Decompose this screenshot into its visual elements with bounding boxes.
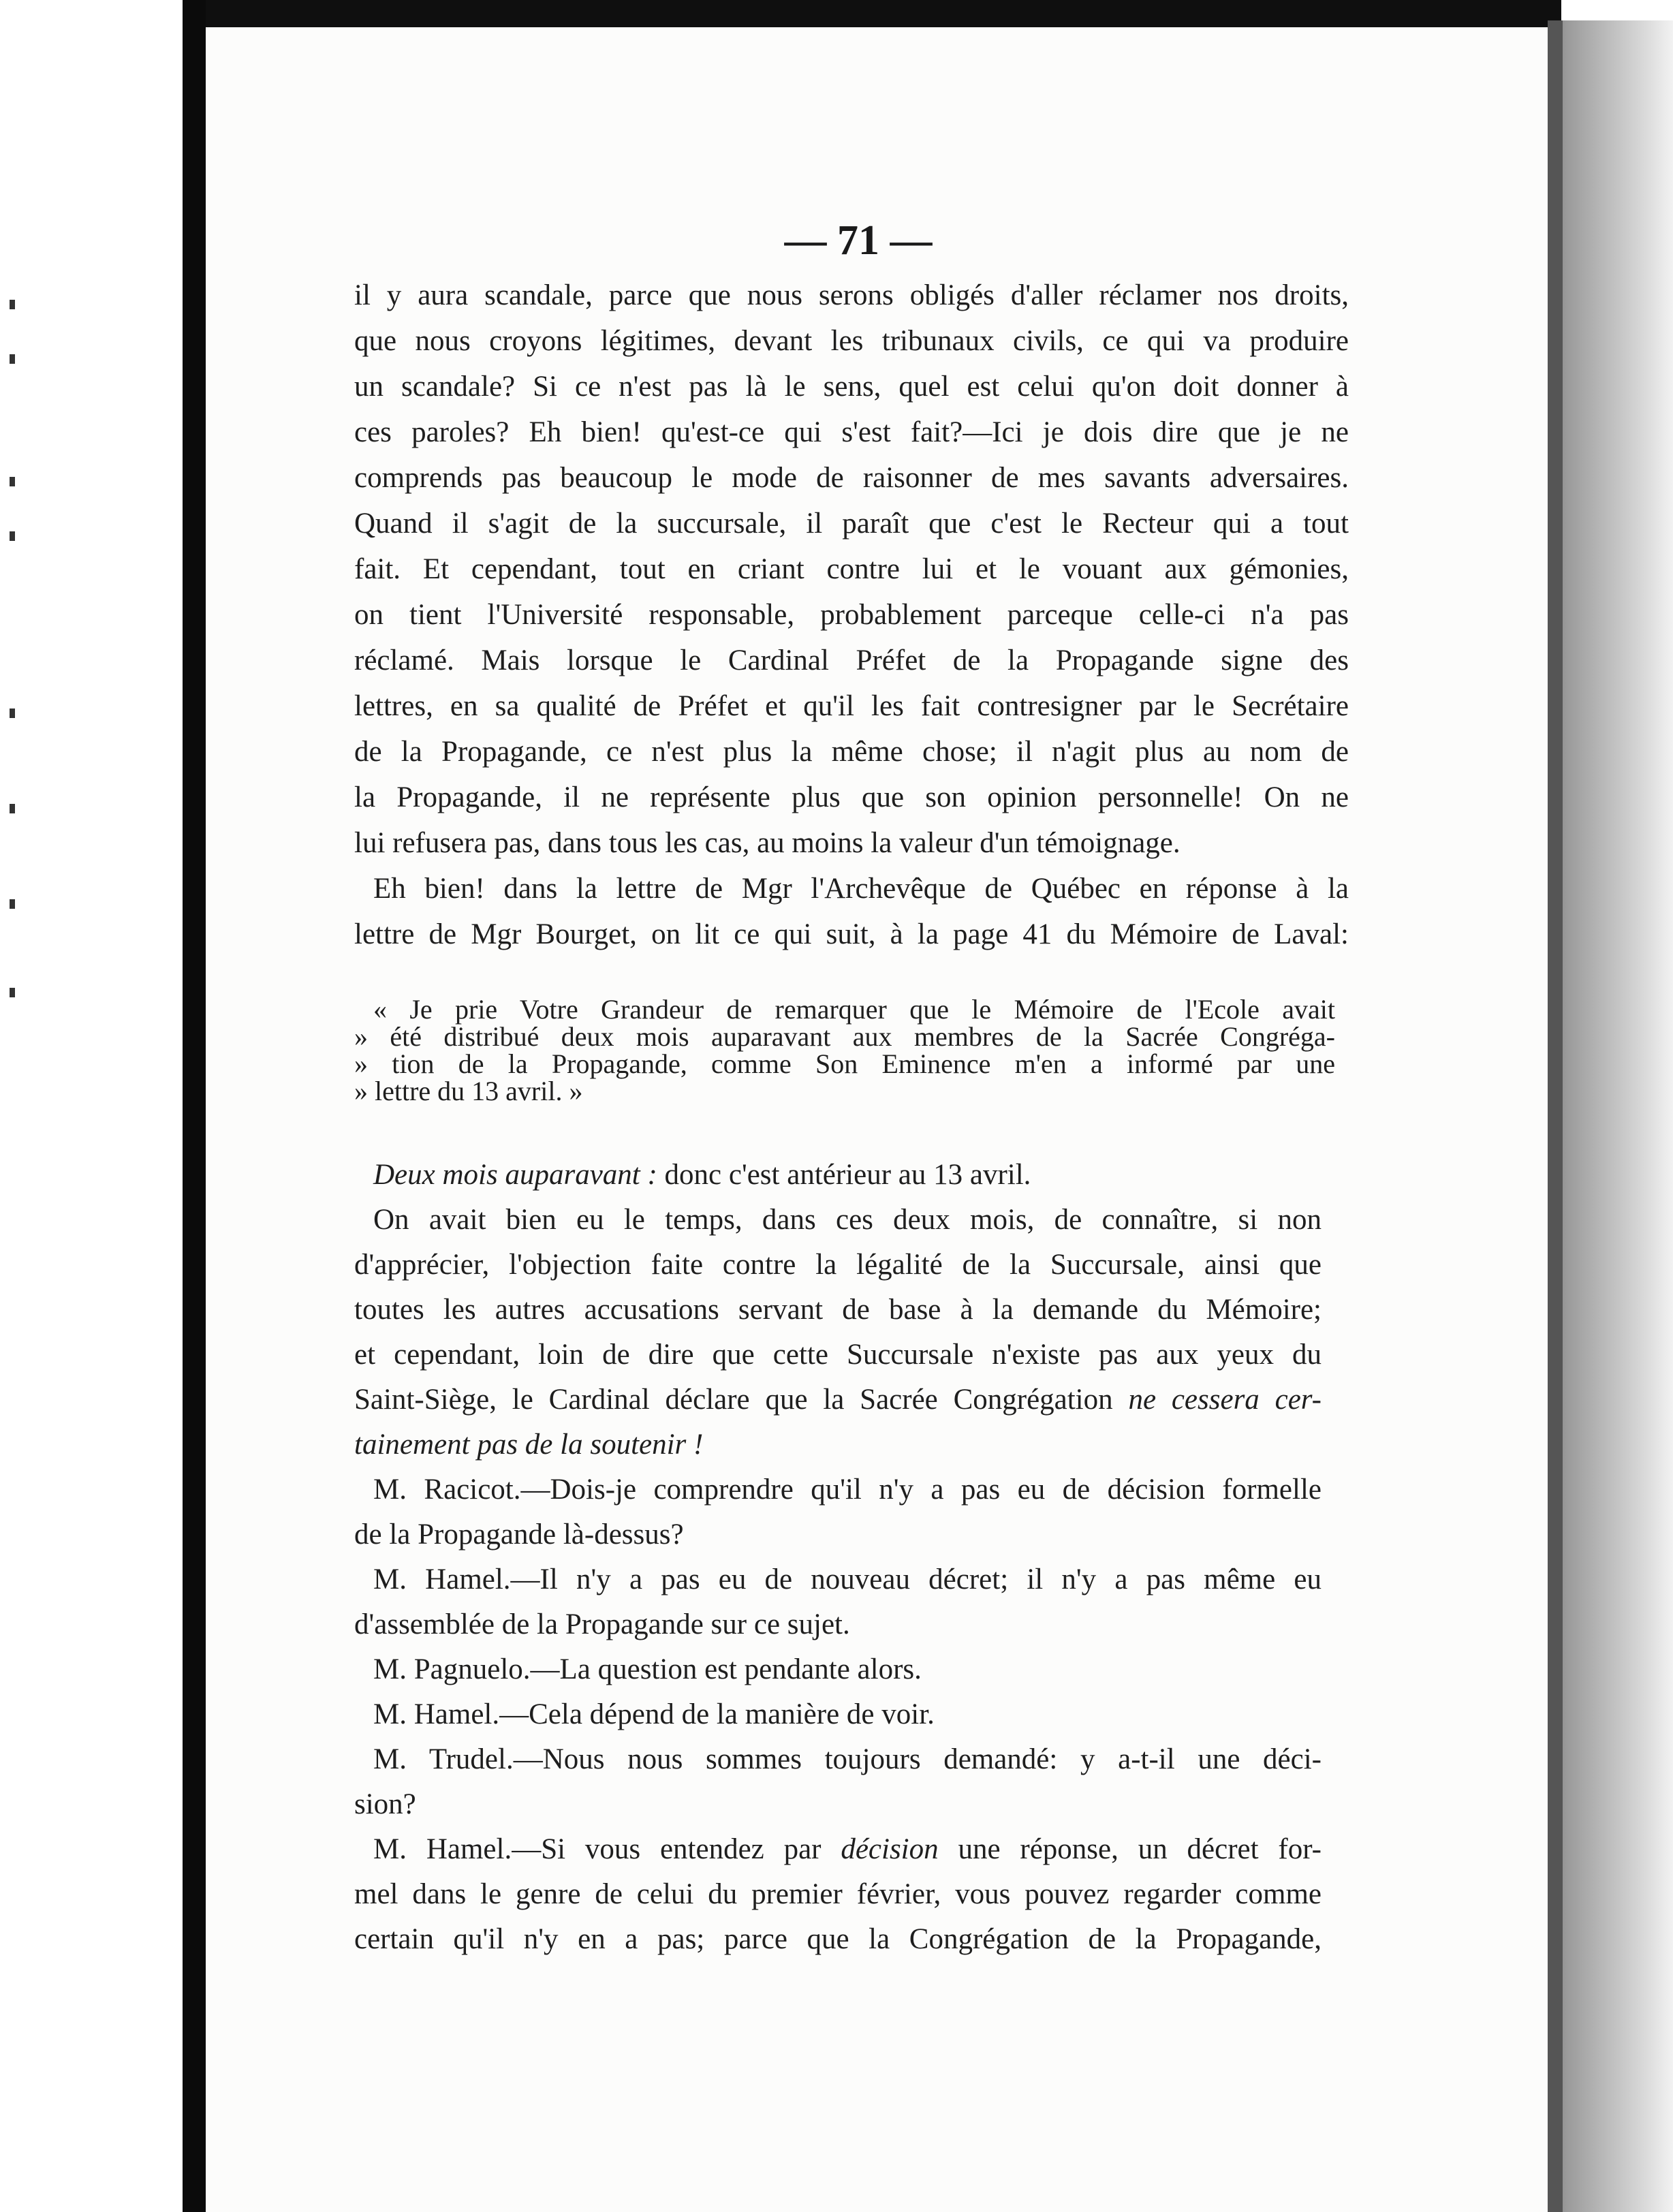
dialogue-line: M. Hamel.—Il n'y a pas eu de nouveau décret; il n'y a pas même eu (373, 1563, 1322, 1595)
text-line: réclamé. Mais lorsque le Cardinal Préfet de la Propagande signe des (354, 644, 1349, 676)
italic-phrase: tainement pas de la soutenir ! (354, 1429, 704, 1461)
quote-line: » lettre du 13 avril. » (354, 1076, 583, 1106)
page-right-edge (1548, 20, 1563, 2212)
italic-phrase: décision (841, 1833, 939, 1865)
text-span: donc c'est antérieur au 13 avril. (657, 1159, 1031, 1191)
quote-line: » été distribué deux mois auparavant aux membres de la Sacrée Congréga- (354, 1021, 1335, 1052)
margin-mark (10, 477, 15, 486)
dialogue-line: M. Hamel.—Cela dépend de la manière de voir. (373, 1698, 935, 1730)
text-line: Eh bien! dans la lettre de Mgr l'Archevêque de Québec en réponse à la (373, 873, 1349, 905)
text-line: lettres, en sa qualité de Préfet et qu'il les fait contresigner par le Secrétaire (354, 690, 1349, 722)
page-number: — 71 — (784, 217, 933, 264)
text-line: fait. Et cependant, tout en criant contre lui et le vouant aux gémonies, (354, 553, 1349, 585)
margin-mark (10, 354, 15, 364)
text-line (354, 1153, 1322, 1198)
quote-line: » tion de la Propagande, comme Son Eminence m'en a informé par une (354, 1048, 1335, 1079)
text-line: un scandale? Si ce n'est pas là le sens, quel est celui qu'on doit donner à (354, 371, 1349, 403)
previous-page-margin (0, 0, 183, 2212)
dialogue-line: M. Trudel.—Nous nous sommes toujours demandé: y a-t-il une déci- (373, 1743, 1322, 1775)
text-line: Quand il s'agit de la succursale, il paraît que c'est le Recteur qui a tout (354, 508, 1349, 540)
text-line (354, 1827, 1322, 1872)
text-line: il y aura scandale, parce que nous serons obligés d'aller réclamer nos droits, (354, 279, 1349, 311)
text-line: lettre de Mgr Bourget, on lit ce qui suit, à la page 41 du Mémoire de Laval: (354, 918, 1349, 950)
margin-mark (10, 531, 15, 541)
text-line: toutes les autres accusations servant de base à la demande du Mémoire; (354, 1294, 1322, 1326)
margin-mark (10, 708, 15, 718)
text-line: comprends pas beaucoup le mode de raisonner de mes savants adversaires. (354, 462, 1349, 494)
dialogue-line: sion? (354, 1788, 416, 1820)
margin-mark (10, 899, 15, 909)
text-line: On avait bien eu le temps, dans ces deux mois, de connaître, si non (373, 1204, 1322, 1236)
dialogue-line: de la Propagande là-dessus? (354, 1518, 684, 1551)
text-line (354, 1377, 1322, 1422)
text-span: une réponse, un décret for- (938, 1833, 1322, 1865)
text-line: d'apprécier, l'objection faite contre la légalité de la Succursale, ainsi que (354, 1249, 1322, 1281)
text-span: M. Hamel.—Si vous entendez par (373, 1833, 841, 1865)
text-line: et cependant, loin de dire que cette Succursale n'existe pas aux yeux du (354, 1339, 1322, 1371)
text-line: que nous croyons légitimes, devant les tribunaux civils, ce qui va produire (354, 325, 1349, 357)
italic-phrase: Deux mois auparavant : (373, 1159, 657, 1191)
dialogue-line: d'assemblée de la Propagande sur ce sujet. (354, 1608, 850, 1640)
page-edge-shadow (1548, 20, 1673, 2212)
text-line: on tient l'Université responsable, probablement parceque celle-ci n'a pas (354, 599, 1349, 631)
margin-mark (10, 300, 15, 309)
text-line: ces paroles? Eh bien! qu'est-ce qui s'est fait?—Ici je dois dire que je ne (354, 416, 1349, 448)
text-span: Saint-Siège, le Cardinal déclare que la Sacrée Congrégation (354, 1384, 1129, 1416)
text-line (354, 1422, 1322, 1467)
text-line: de la Propagande, ce n'est plus la même chose; il n'agit plus au nom de (354, 736, 1349, 768)
text-line: lui refusera pas, dans tous les cas, au moins la valeur d'un témoignage. (354, 827, 1181, 859)
text-line: certain qu'il n'y en a pas; parce que la Congrégation de la Propagande, (354, 1923, 1322, 1955)
dialogue-line: M. Pagnuelo.—La question est pendante alors. (373, 1653, 922, 1685)
italic-phrase: ne cessera cer- (1128, 1384, 1322, 1416)
margin-mark (10, 988, 15, 997)
body-text-bottom (354, 1153, 1322, 1962)
text-line: la Propagande, il ne représente plus que son opinion personnelle! On ne (354, 781, 1349, 813)
book-binding (183, 0, 206, 2212)
text-line: mel dans le genre de celui du premier février, vous pouvez regarder comme (354, 1878, 1322, 1910)
block-quote (354, 996, 1335, 1105)
dialogue-line: M. Racicot.—Dois-je comprendre qu'il n'y a pas eu de décision formelle (373, 1474, 1322, 1506)
page-top-edge (206, 0, 1561, 27)
body-text-top (354, 272, 1349, 957)
quote-line: « Je prie Votre Grandeur de remarquer que le Mémoire de l'Ecole avait (373, 994, 1335, 1025)
margin-mark (10, 804, 15, 813)
